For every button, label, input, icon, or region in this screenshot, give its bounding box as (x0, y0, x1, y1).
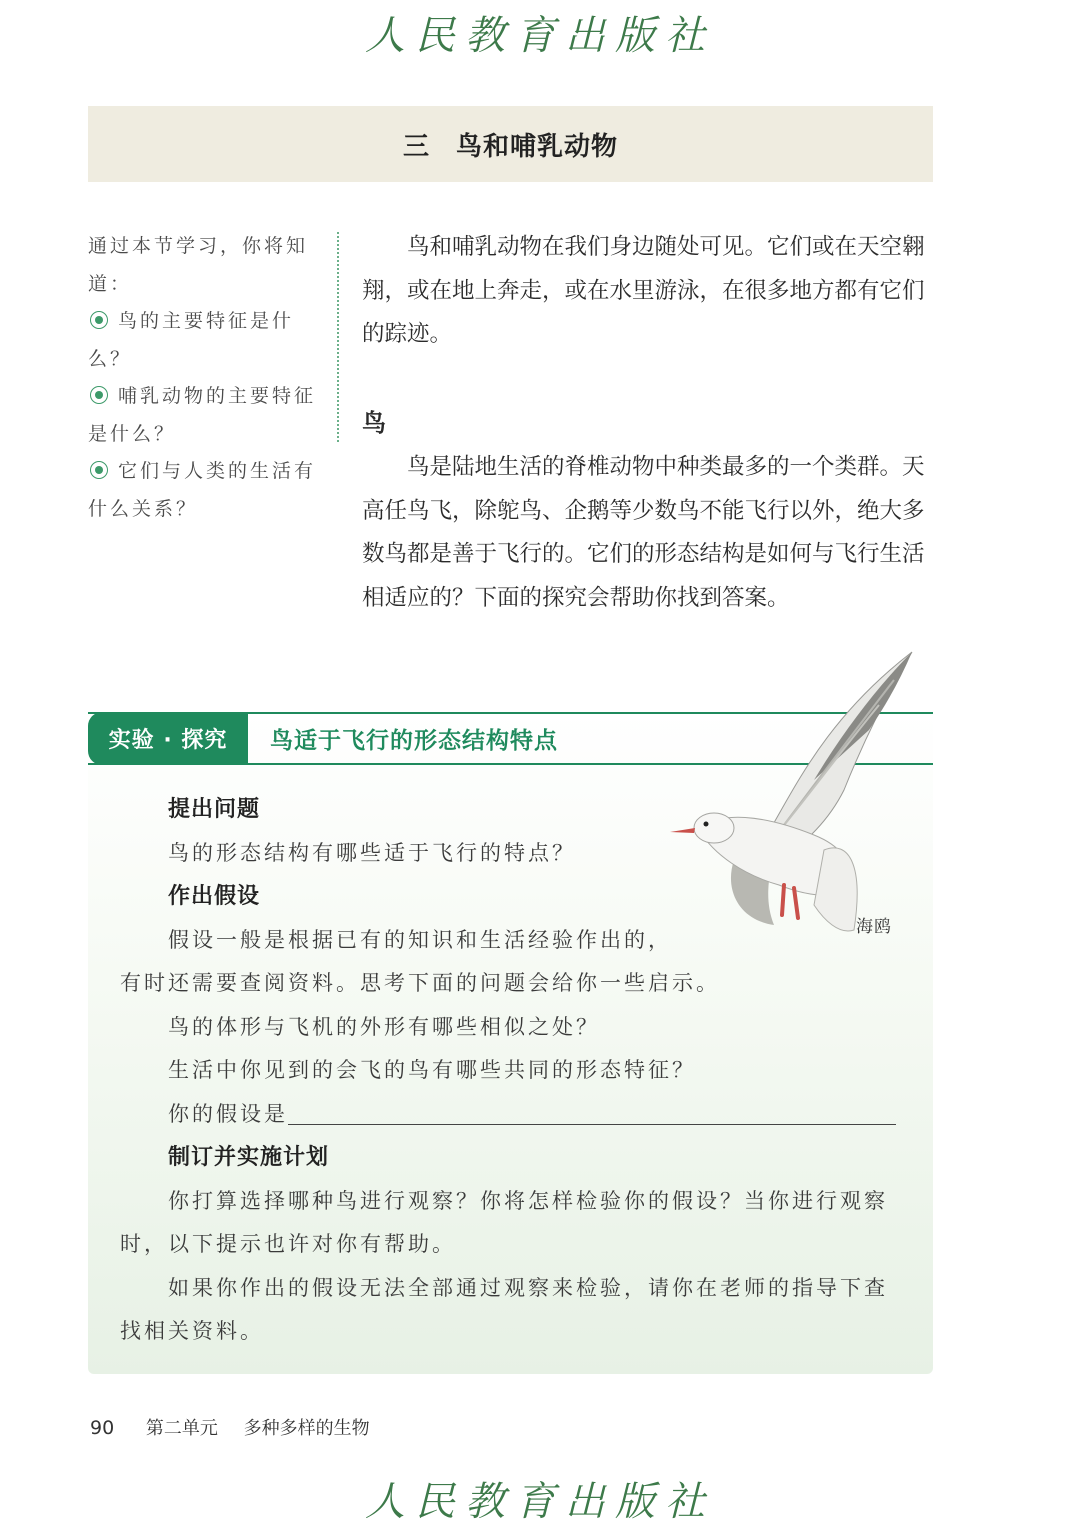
hypothesis-fill-line (288, 1096, 896, 1125)
learning-goal-item: 哺乳动物的主要特征是什么？ (88, 385, 317, 445)
learning-goals-sidebar (88, 228, 320, 528)
question-heading: 提出问题 (168, 797, 261, 822)
page-footer (90, 1414, 370, 1440)
hypothesis-text-2: 有时还需要查阅资料。思考下面的问题会给你一些启示。 (120, 971, 720, 995)
bullet-icon (90, 386, 108, 404)
section-number: 三 (402, 131, 430, 162)
hypothesis-heading: 作出假设 (168, 884, 261, 909)
bird-heading: 鸟 (362, 409, 386, 437)
unit-label: 第二单元 (145, 1418, 218, 1439)
bullet-icon (90, 461, 108, 479)
sidebar-divider (337, 232, 339, 442)
unit-title: 多种多样的生物 (243, 1418, 370, 1439)
publisher-footer: 人民教育出版社 (365, 1479, 715, 1525)
experiment-title: 鸟适于飞行的形态结构特点 (270, 728, 558, 754)
bird-section (362, 400, 934, 620)
learning-goal-item: 它们与人类的生活有什么关系？ (88, 460, 317, 520)
bullet-icon (90, 311, 108, 329)
section-title: 鸟和哺乳动物 (456, 131, 619, 162)
seagull-image (664, 650, 914, 940)
plan-text-1: 你打算选择哪种鸟进行观察？你将怎样检验你的假设？当你进行观察时，以下提示也许对你有帮助。 (120, 1188, 888, 1256)
learning-goals-intro: 通过本节学习，你将知道： (88, 235, 309, 295)
bird-paragraph: 鸟是陆地生活的脊椎动物中种类最多的一个类群。天高任鸟飞，除鸵鸟、企鹅等少数鸟不能飞行以外，绝大多数鸟都是善于飞行的。它们的形态结构是如何与飞行生活相适应的？下面的探究会帮助你找到答案。 (362, 454, 925, 611)
hypothesis-question-2: 生活中你见到的会飞的鸟有哪些共同的形态特征？ (168, 1058, 696, 1082)
plan-text-2: 如果你作出的假设无法全部通过观察来检验，请你在老师的指导下查找相关资料。 (120, 1275, 888, 1343)
intro-paragraph: 鸟和哺乳动物在我们身边随处可见。它们或在天空翱翔，或在地上奔走，或在水里游泳，在很多地方都有它们的踪迹。 (362, 234, 925, 347)
hypothesis-question-1: 鸟的体形与飞机的外形有哪些相似之处？ (168, 1014, 600, 1039)
hypothesis-text-1: 假设一般是根据已有的知识和生活经验作出的， (168, 927, 672, 952)
question-text: 鸟的形态结构有哪些适于飞行的特点？ (168, 840, 576, 865)
publisher-header: 人民教育出版社 (365, 13, 715, 59)
learning-goal-item: 鸟的主要特征是什么？ (88, 310, 295, 370)
page-number: 90 (90, 1417, 115, 1439)
experiment-tag: 实验 · 探究 (88, 712, 248, 765)
image-caption: 海鸥 (856, 917, 892, 937)
plan-heading: 制订并实施计划 (168, 1145, 330, 1170)
section-title-banner (88, 106, 933, 182)
hypothesis-blank: 你的假设是 (120, 1093, 910, 1137)
